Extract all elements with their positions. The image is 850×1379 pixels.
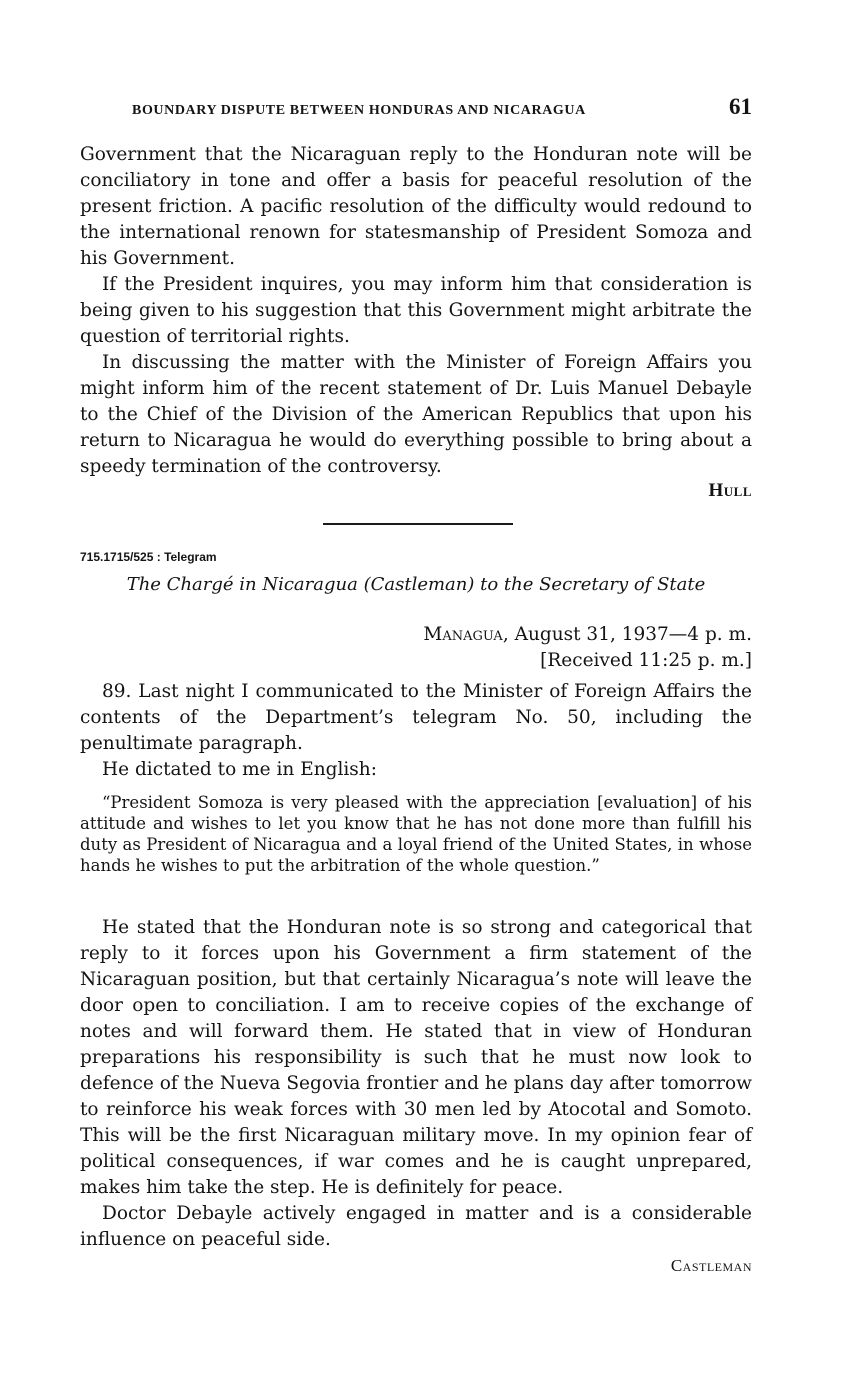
- paragraph: Government that the Nicaraguan reply to the Honduran note will be conciliatory in tone and offer a basis for peaceful resolution of the present friction. A pacific resolution of the difficulty would redound to the international renown for statesmanship of President Somoza and his Government.: [80, 144, 752, 269]
- signature-castleman: Castleman: [670, 1256, 752, 1275]
- dateline: [423, 622, 752, 674]
- paragraph: If the President inquires, you may inform him that consideration is being given to his suggestion that this Government might arbitrate the question of territorial rights.: [80, 274, 752, 347]
- paragraph: 89. Last night I communicated to the Minister of Foreign Affairs the contents of the Department’s telegram No. 50, including the penultimate paragraph.: [80, 681, 752, 754]
- paragraph: He dictated to me in English:: [102, 759, 377, 780]
- telegram-body-intro: [80, 679, 752, 783]
- dateline-place: Managua,: [423, 624, 509, 645]
- first-letter-body: [80, 142, 752, 480]
- page-number: 61: [729, 94, 752, 119]
- telegram-body-continued: [80, 915, 752, 1253]
- running-head: [132, 94, 752, 120]
- block-quote: [80, 792, 752, 876]
- document-title: The Chargé in Nicaragua (Castleman) to the Secretary of State: [126, 574, 706, 595]
- quote-text: “President Somoza is very pleased with the appreciation [evaluation] of his attitude and wishes to let you know that he has not done more than fulfill his duty as President of Nicaragua and a loyal friend of the United States, in whose hands he wishes to put the arbitration of the whole question.”: [80, 793, 752, 875]
- running-title: BOUNDARY DISPUTE BETWEEN HONDURAS AND NICARAGUA: [132, 103, 586, 118]
- paragraph: In discussing the matter with the Minister of Foreign Affairs you might inform him of the recent statement of Dr. Luis Manuel Debayle to the Chief of the Division of the American Republics that upon his return to Nicaragua he would do everything possible to bring about a speedy termination of the controversy.: [80, 352, 752, 477]
- received-time: [Received 11:25 p. m.]: [540, 650, 752, 671]
- section-divider: [323, 523, 513, 525]
- paragraph: Doctor Debayle actively engaged in matter and is a considerable influence on peaceful side.: [80, 1203, 752, 1250]
- paragraph: He stated that the Honduran note is so strong and categorical that reply to it forces upon his Government a firm statement of the Nicaraguan position, but that certainly Nicaragua’s note will leave the door open to conciliation. I am to receive copies of the exchange of notes and will forward them. He stated that in view of Honduran preparations his responsibility is such that he must now look to defence of the Nueva Segovia frontier and he plans day after tomorrow to reinforce his weak forces with 30 men led by Atocotal and Somoto. This will be the first Nicaraguan military move. In my opinion fear of political consequences, if war comes and he is caught unprepared, makes him take the step. He is definitely for peace.: [80, 917, 752, 1198]
- signature-hull: Hull: [708, 480, 752, 501]
- dateline-date: August 31, 1937—4 p. m.: [508, 624, 752, 645]
- file-reference: 715.1715/525 : Telegram: [80, 550, 217, 564]
